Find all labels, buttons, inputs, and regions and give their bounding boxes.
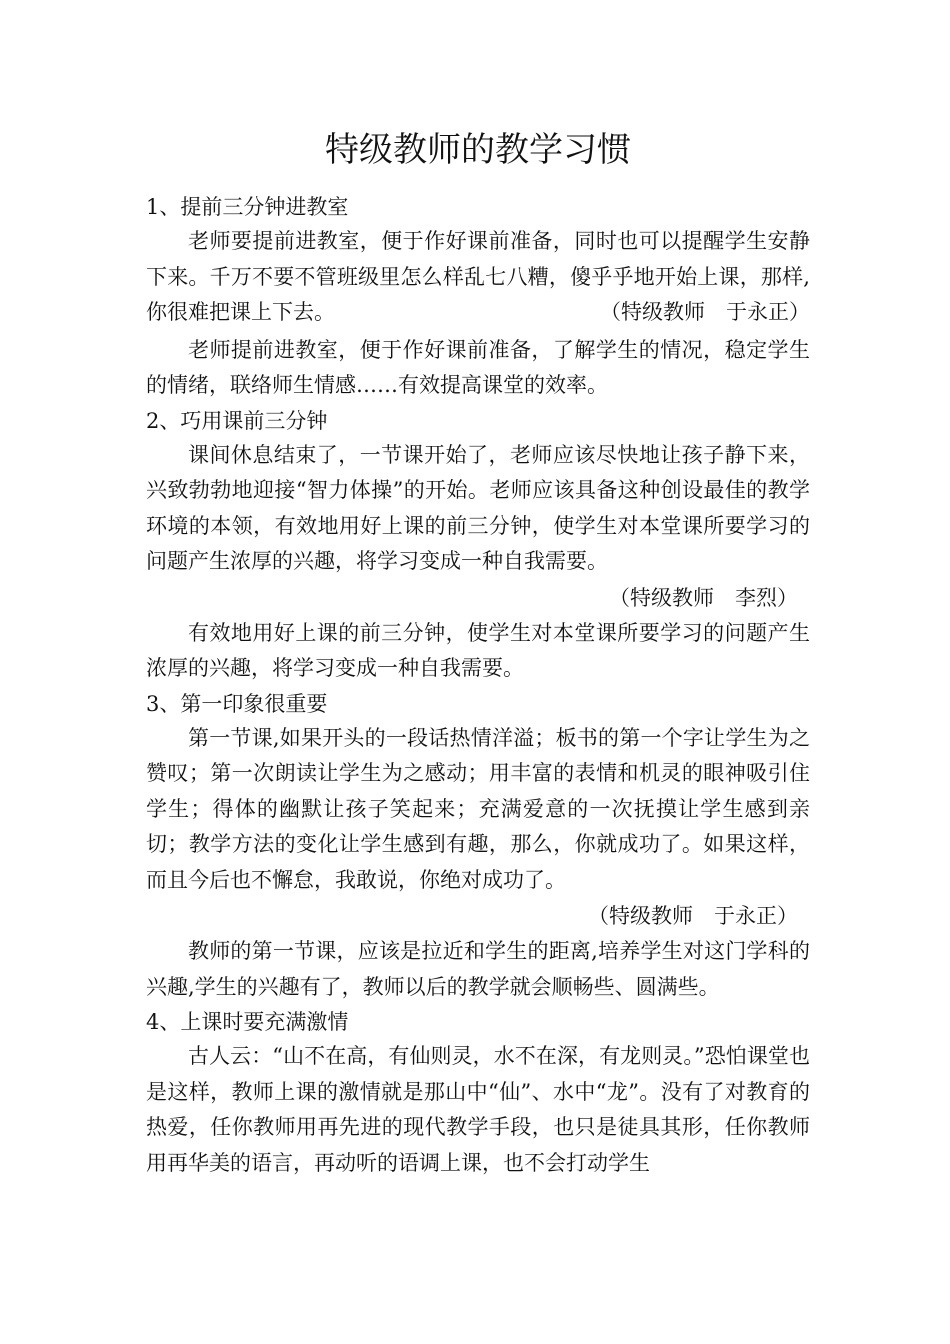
section-note: 有效地用好上课的前三分钟，使学生对本堂课所要学习的问题产生浓厚的兴趣，将学习变成一种自我需要。 [146,620,810,680]
teacher-signature: （特级教师 于永正） [588,904,798,928]
section-paragraph: 古人云：“山不在高，有仙则灵，水不在深，有龙则灵。”恐怕课堂也是这样，教师上课的激情就是那山中“仙”、水中“龙”。没有了对教育的热爱，任你教师用再先进的现代教学手段，也只是徒具其形，任你教师用再华美的语言，再动听的语调上课，也不会打动学生 [146,1044,810,1175]
section-heading: 2、巧用课前三分钟 [146,408,328,433]
teacher-signature: （特级教师 李烈） [609,585,798,610]
paragraph-text: 老师要提前进教室，便于作好课前准备，同时也可以提醒学生安静下来。千万不要不管班级里怎么样乱七八糟，傻乎乎地开始上课，那样,你很难把课上下去。 [146,229,810,324]
section-note: 老师提前进教室，便于作好课前准备，了解学生的情况，稳定学生的情绪，联络师生情感……有效提高课堂的效率。 [146,337,810,397]
section-4 [146,1005,810,1181]
section-1 [146,190,810,404]
section-3 [146,687,810,1006]
section-note: 教师的第一节课，应该是拉近和学生的距离,培养学生对这门学科的兴趣,学生的兴趣有了，教师以后的教学就会顺畅些、圆满些。 [146,939,810,999]
section-2 [146,404,810,687]
document-page [146,128,810,1181]
section-heading: 3、第一印象很重要 [146,691,328,716]
document-title: 特级教师的教学习惯 [325,130,631,170]
section-heading: 4、上课时要充满激情 [146,1010,349,1034]
section-paragraph: 课间休息结束了，一节课开始了，老师应该尽快地让孩子静下来，兴致勃勃地迎接“智力体操”的开始。老师应该具备这种创设最佳的教学环境的本领，有效地用好上课的前三分钟，使学生对本堂课所要学习的问题产生浓厚的兴趣，将学习变成一种自我需要。 [146,442,810,573]
section-paragraph: 第一节课,如果开头的一段话热情洋溢；板书的第一个字让学生为之赞叹；第一次朗读让学生为之感动；用丰富的表情和机灵的眼神吸引住学生；得体的幽默让孩子笑起来；充满爱意的一次抚摸让学生感到亲切；教学方法的变化让学生感到有趣，那么，你就成功了。如果这样，而且今后也不懈怠，我敢说，你绝对成功了。 [146,725,810,892]
teacher-signature: （特级教师 于永正） [600,300,810,324]
section-paragraph [146,224,810,331]
section-heading: 1、提前三分钟进教室 [146,195,349,219]
